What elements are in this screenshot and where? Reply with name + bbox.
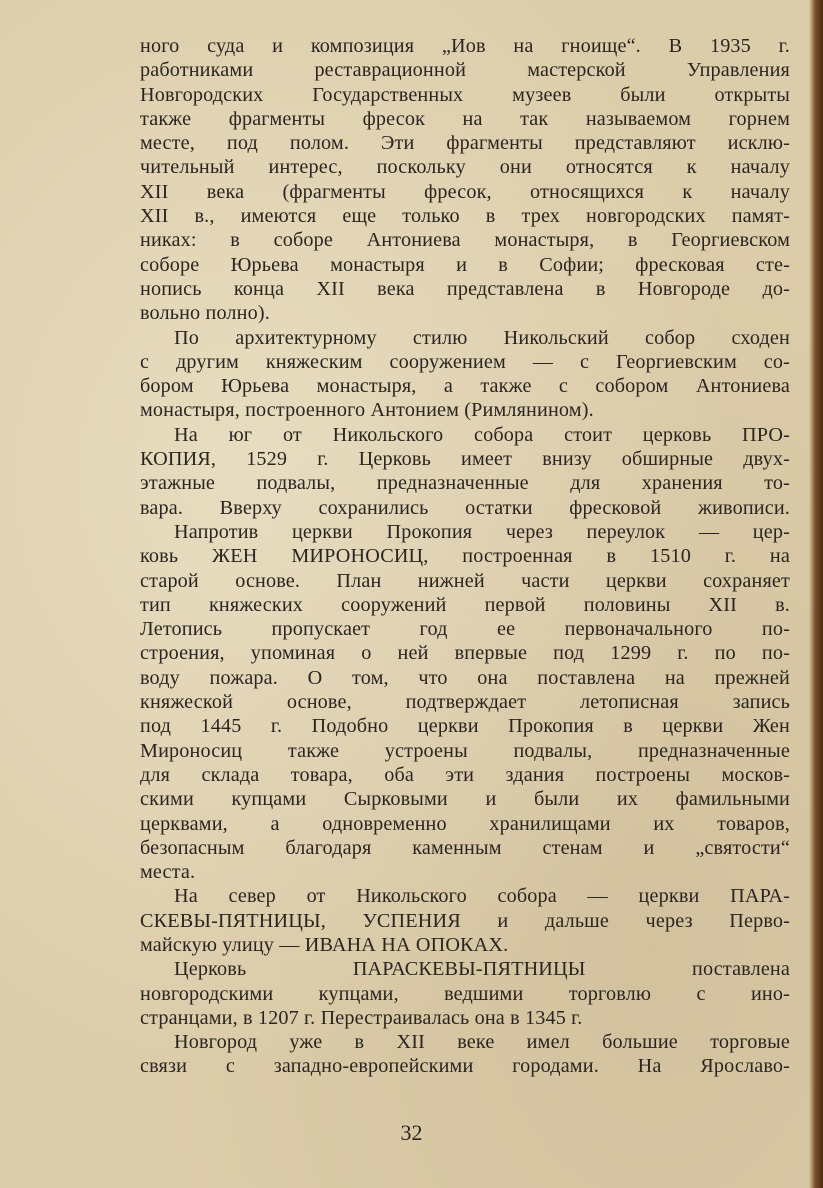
text-line: также фрагменты фресок на так называемом горнем	[140, 107, 790, 130]
text-line: майскую улицу — ИВАНА НА ОПОКАХ.	[140, 933, 509, 956]
text-line: ковь ЖЕН МИРОНОСИЦ, построенная в 1510 г. на	[140, 545, 790, 568]
text-line: месте, под полом. Эти фрагменты представляют исклю-	[140, 132, 790, 155]
text-line: церквами, а одновременно хранилищами их товаров,	[140, 812, 790, 835]
text-line: нопись конца XII века представлена в Новгороде до-	[140, 277, 790, 300]
text-line: КОПИЯ, 1529 г. Церковь имеет внизу обширные двух-	[140, 448, 790, 471]
text-line: под 1445 г. Подобно церкви Прокопия в церкви Жен	[140, 715, 790, 738]
text-line: княжеской основе, подтверждает летописная запись	[140, 691, 790, 714]
text-line: никах: в соборе Антониева монастыря, в Георгиевском	[140, 229, 790, 252]
text-line: новгородскими купцами, ведшими торговлю с ино-	[140, 982, 790, 1005]
text-line: тип княжеских сооружений первой половины XII в.	[140, 593, 790, 616]
text-line: места.	[140, 861, 196, 884]
text-line: ного суда и композиция „Иов на гноище“. В 1935 г.	[140, 35, 790, 57]
text-line: строения, упоминая о ней впервые под 1299 г. по по-	[140, 642, 790, 665]
text-line: Летопись пропускает год ее первоначального по-	[140, 618, 790, 641]
text-line: вольно полно).	[140, 302, 270, 325]
text-line: старой основе. План нижней части церкви сохраняет	[140, 569, 790, 592]
text-line: монастыря, построенного Антонием (Римлянином).	[140, 399, 594, 422]
page-edge-shadow	[809, 0, 823, 1188]
text-line: странцами, в 1207 г. Перестраивалась она в 1345 г.	[140, 1006, 583, 1029]
body-text	[140, 34, 790, 1079]
paragraph-start-line: Церковь ПАРАСКЕВЫ-ПЯТНИЦЫ поставлена	[174, 958, 790, 981]
paragraph-start-line: На север от Никольского собора — церкви ПАРА-	[174, 885, 790, 908]
text-line: XII в., имеются еще только в трех новгородских памят-	[140, 205, 790, 228]
text-line: бором Юрьева монастыря, а также с собором Антониева	[140, 375, 790, 398]
text-line: Новгородских Государственных музеев были открыты	[140, 83, 790, 106]
paragraph-start-line: На юг от Никольского собора стоит церковь ПРО-	[174, 423, 790, 446]
text-line: этажные подвалы, предназначенные для хранения то-	[140, 472, 790, 495]
text-line: вара. Вверху сохранились остатки фресковой живописи.	[140, 496, 790, 519]
text-line: Мироносиц также устроены подвалы, предназначенные	[140, 739, 790, 762]
text-line: безопасным благодаря каменным стенам и „святости“	[140, 836, 790, 859]
text-line: XII века (фрагменты фресок, относящихся к началу	[140, 180, 790, 203]
page-number: 32	[400, 1120, 423, 1145]
text-line: с другим княжеским сооружением — с Георгиевским со-	[140, 350, 790, 373]
text-line: для склада товара, оба эти здания построены москов-	[140, 763, 790, 786]
text-line: СКЕВЫ-ПЯТНИЦЫ, УСПЕНИЯ и дальше через Перво-	[140, 909, 790, 932]
paragraph-start-line: Напротив церкви Прокопия через переулок — цер-	[174, 520, 790, 543]
text-line: чительный интерес, поскольку они относятся к началу	[140, 156, 790, 179]
paragraph-start-line: Новгород уже в XII веке имел большие торговые	[174, 1031, 790, 1054]
paragraph-start-line: По архитектурному стилю Никольский собор сходен	[174, 326, 790, 349]
text-line: работниками реставрационной мастерской Управления	[140, 59, 790, 82]
text-line: соборе Юрьева монастыря и в Софии; фресковая сте-	[140, 253, 790, 276]
text-line: связи с западно-европейскими городами. На Ярославо-	[140, 1055, 790, 1078]
text-line: воду пожара. О том, что она поставлена на прежней	[140, 666, 790, 689]
text-line: скими купцами Сырковыми и были их фамильными	[140, 788, 790, 811]
